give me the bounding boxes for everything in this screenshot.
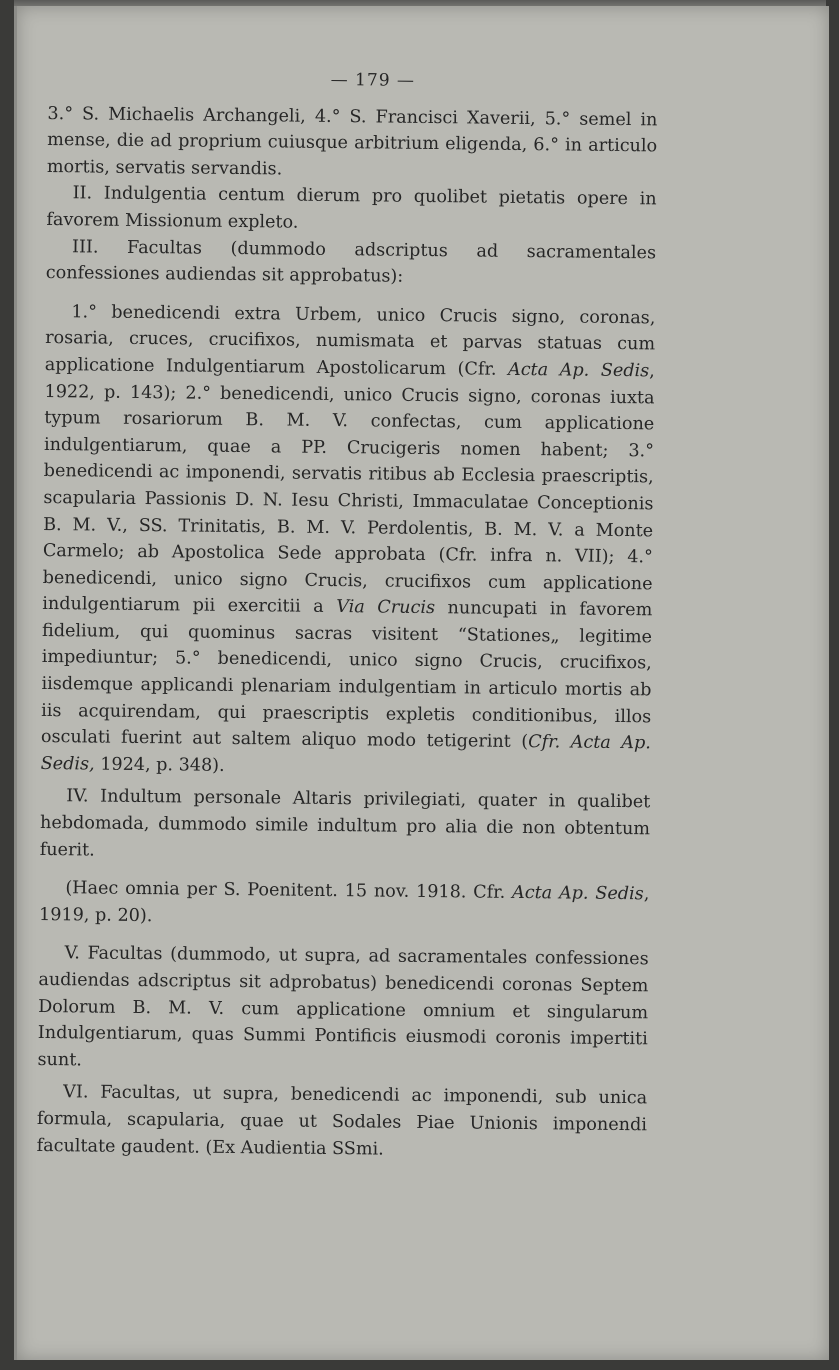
- page-number: — 179 —: [330, 69, 416, 91]
- text-run: , 1922, p. 143); 2.° benedicendi, unico Crucis signo, coronas iuxta typum rosariorum B. M. V. confectas, cum applicatione indulgentiarum, quae a PP. Crucigeris nomen habent; 3.° benedicendi ac imponendi, servatis ritibus ab Ecclesia praescriptis, scapularia Passionis D. N. Iesu Christi, Immaculatae Conceptionis B. M. V., SS. Trinitatis, B. M. V. Perdolentis, B. M. V. a Monte Carmelo; ab Apostolica Sede approbata (Cfr. infra n. VII); 4.° benedicendi, unico signo Crucis, crucifixos cum applicatione indulgentiarum pii exercitii a: [42, 361, 655, 618]
- text-run: 1924, p. 348).: [94, 754, 225, 776]
- page-text: [37, 64, 658, 1165]
- text-run: , 1919, p. 20).: [38, 884, 650, 926]
- text-run: 1.° benedicendi extra Urbem, unico Crucis signo, coronas, rosaria, cruces, crucifixos, numismata et parvas statuas cum applicatione Indulgentiarum Apostolicarum (Cfr.: [44, 302, 656, 380]
- citation-italic: Acta Ap. Sedis: [507, 359, 650, 382]
- text-run: nuncupati in favorem fidelium, qui quominus sacras visitent “Stationes„ legitime impediuntur; 5.° benedicendi, unico signo Crucis, crucifixos, iisdemque applicandi plenariam indulgentiam in articulo mortis ab iis acquirendam, qui praescriptis expletis conditionibus, illos osculati fuerint aut saltem aliquo modo tetigerint (: [40, 598, 653, 753]
- paragraph-IV: IV. Indultum personale Altaris privilegiati, quater in qualibet hebdomada, dummodo simile indultum pro alia die non obtentum fuerit.: [39, 786, 651, 861]
- citation-italic: Cfr. Acta Ap. Sedis,: [40, 732, 652, 775]
- paragraph-intro-list: 3.° S. Michaelis Archangeli, 4.° S. Francisci Xaverii, 5.° semel in mense, die ad proprium cuiusque arbitrium eligenda, 6.° in articulo mortis, servatis servandis.: [46, 103, 658, 180]
- paragraph-III: III. Facultas (dummodo adscriptus ad sacramentales confessiones audiendas sit approbatus):: [45, 236, 657, 287]
- via-crucis-italic: Via Crucis: [336, 597, 436, 619]
- paragraph-VI: VI. Facultas, ut supra, benedicendi ac imponendi, sub unica formula, scapularia, quae ut Sodales Piae Unionis imponendi facultate gaudent. (Ex Audientia SSmi.: [36, 1082, 648, 1160]
- paragraph-III-facultates: [41, 299, 656, 784]
- paragraph-II: II. Indulgentia centum dierum pro quolibet pietatis opere in favorem Missionum expleto.: [46, 183, 657, 233]
- citation-italic: Acta Ap. Sedis: [511, 883, 644, 905]
- paragraph-source-note: [39, 875, 650, 935]
- text-run: (Haec omnia per S. Poenitent. 15 nov. 1918. Cfr.: [65, 878, 513, 904]
- paragraph-V: V. Facultas (dummodo, ut supra, ad sacramentales confessiones audiendas adscriptus sit adprobatus) benedicendi coronas Septem Dolorum B. M. V. cum applicatione omnium et singularum Indulgentiarum, quas Summi Pontificis eiusmodi coronis impertiti sunt.: [37, 943, 649, 1071]
